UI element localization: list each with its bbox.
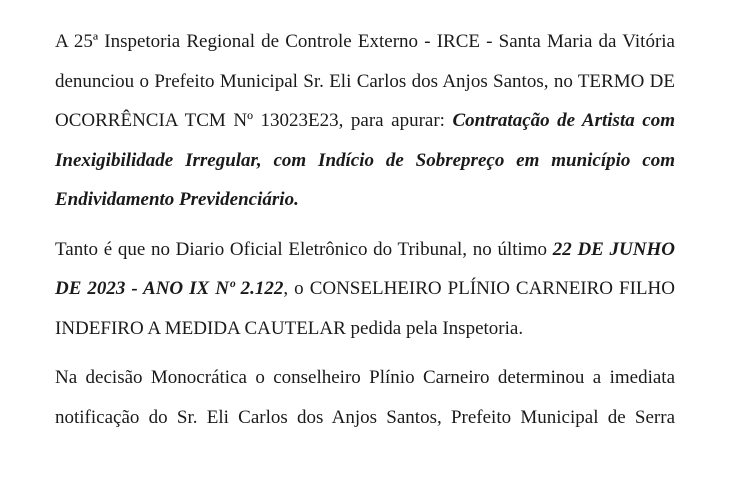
complaint-subject-emphasis: Contratação de Artista com Inexigibilidade Irregular, com Indício de Sobrepreço em município com Endividamento Previdenciário. bbox=[55, 110, 675, 210]
gazette-text-intro: Tanto é que no Diario Oficial Eletrônico do Tribunal, no último bbox=[55, 238, 553, 260]
paragraph-official-gazette bbox=[55, 230, 675, 349]
paragraph-complaint bbox=[55, 22, 675, 220]
complaint-text: A 25ª Inspetoria Regional de Controle Externo - IRCE - Santa Maria da Vitória denunciou o Prefeito Municipal Sr. Eli Carlos dos Anjos Santos, no TERMO DE OCORRÊNCIA TCM Nº 13023E23, para apurar: bbox=[55, 31, 675, 131]
paragraph-monocratic-decision bbox=[55, 358, 675, 437]
gazette-text-decision: , o CONSELHEIRO PLÍNIO CARNEIRO FILHO INDEFIRO A MEDIDA CAUTELAR pedida pela Inspetoria. bbox=[55, 278, 675, 339]
decision-text: Na decisão Monocrática o conselheiro Plínio Carneiro determinou a imediata notificação do Sr. Eli Carlos dos Anjos Santos, Prefeito Municipal de Serra bbox=[55, 367, 675, 428]
document-body bbox=[55, 22, 675, 447]
gazette-date-emphasis: 22 DE JUNHO DE 2023 - ANO IX Nº 2.122 bbox=[55, 238, 676, 299]
